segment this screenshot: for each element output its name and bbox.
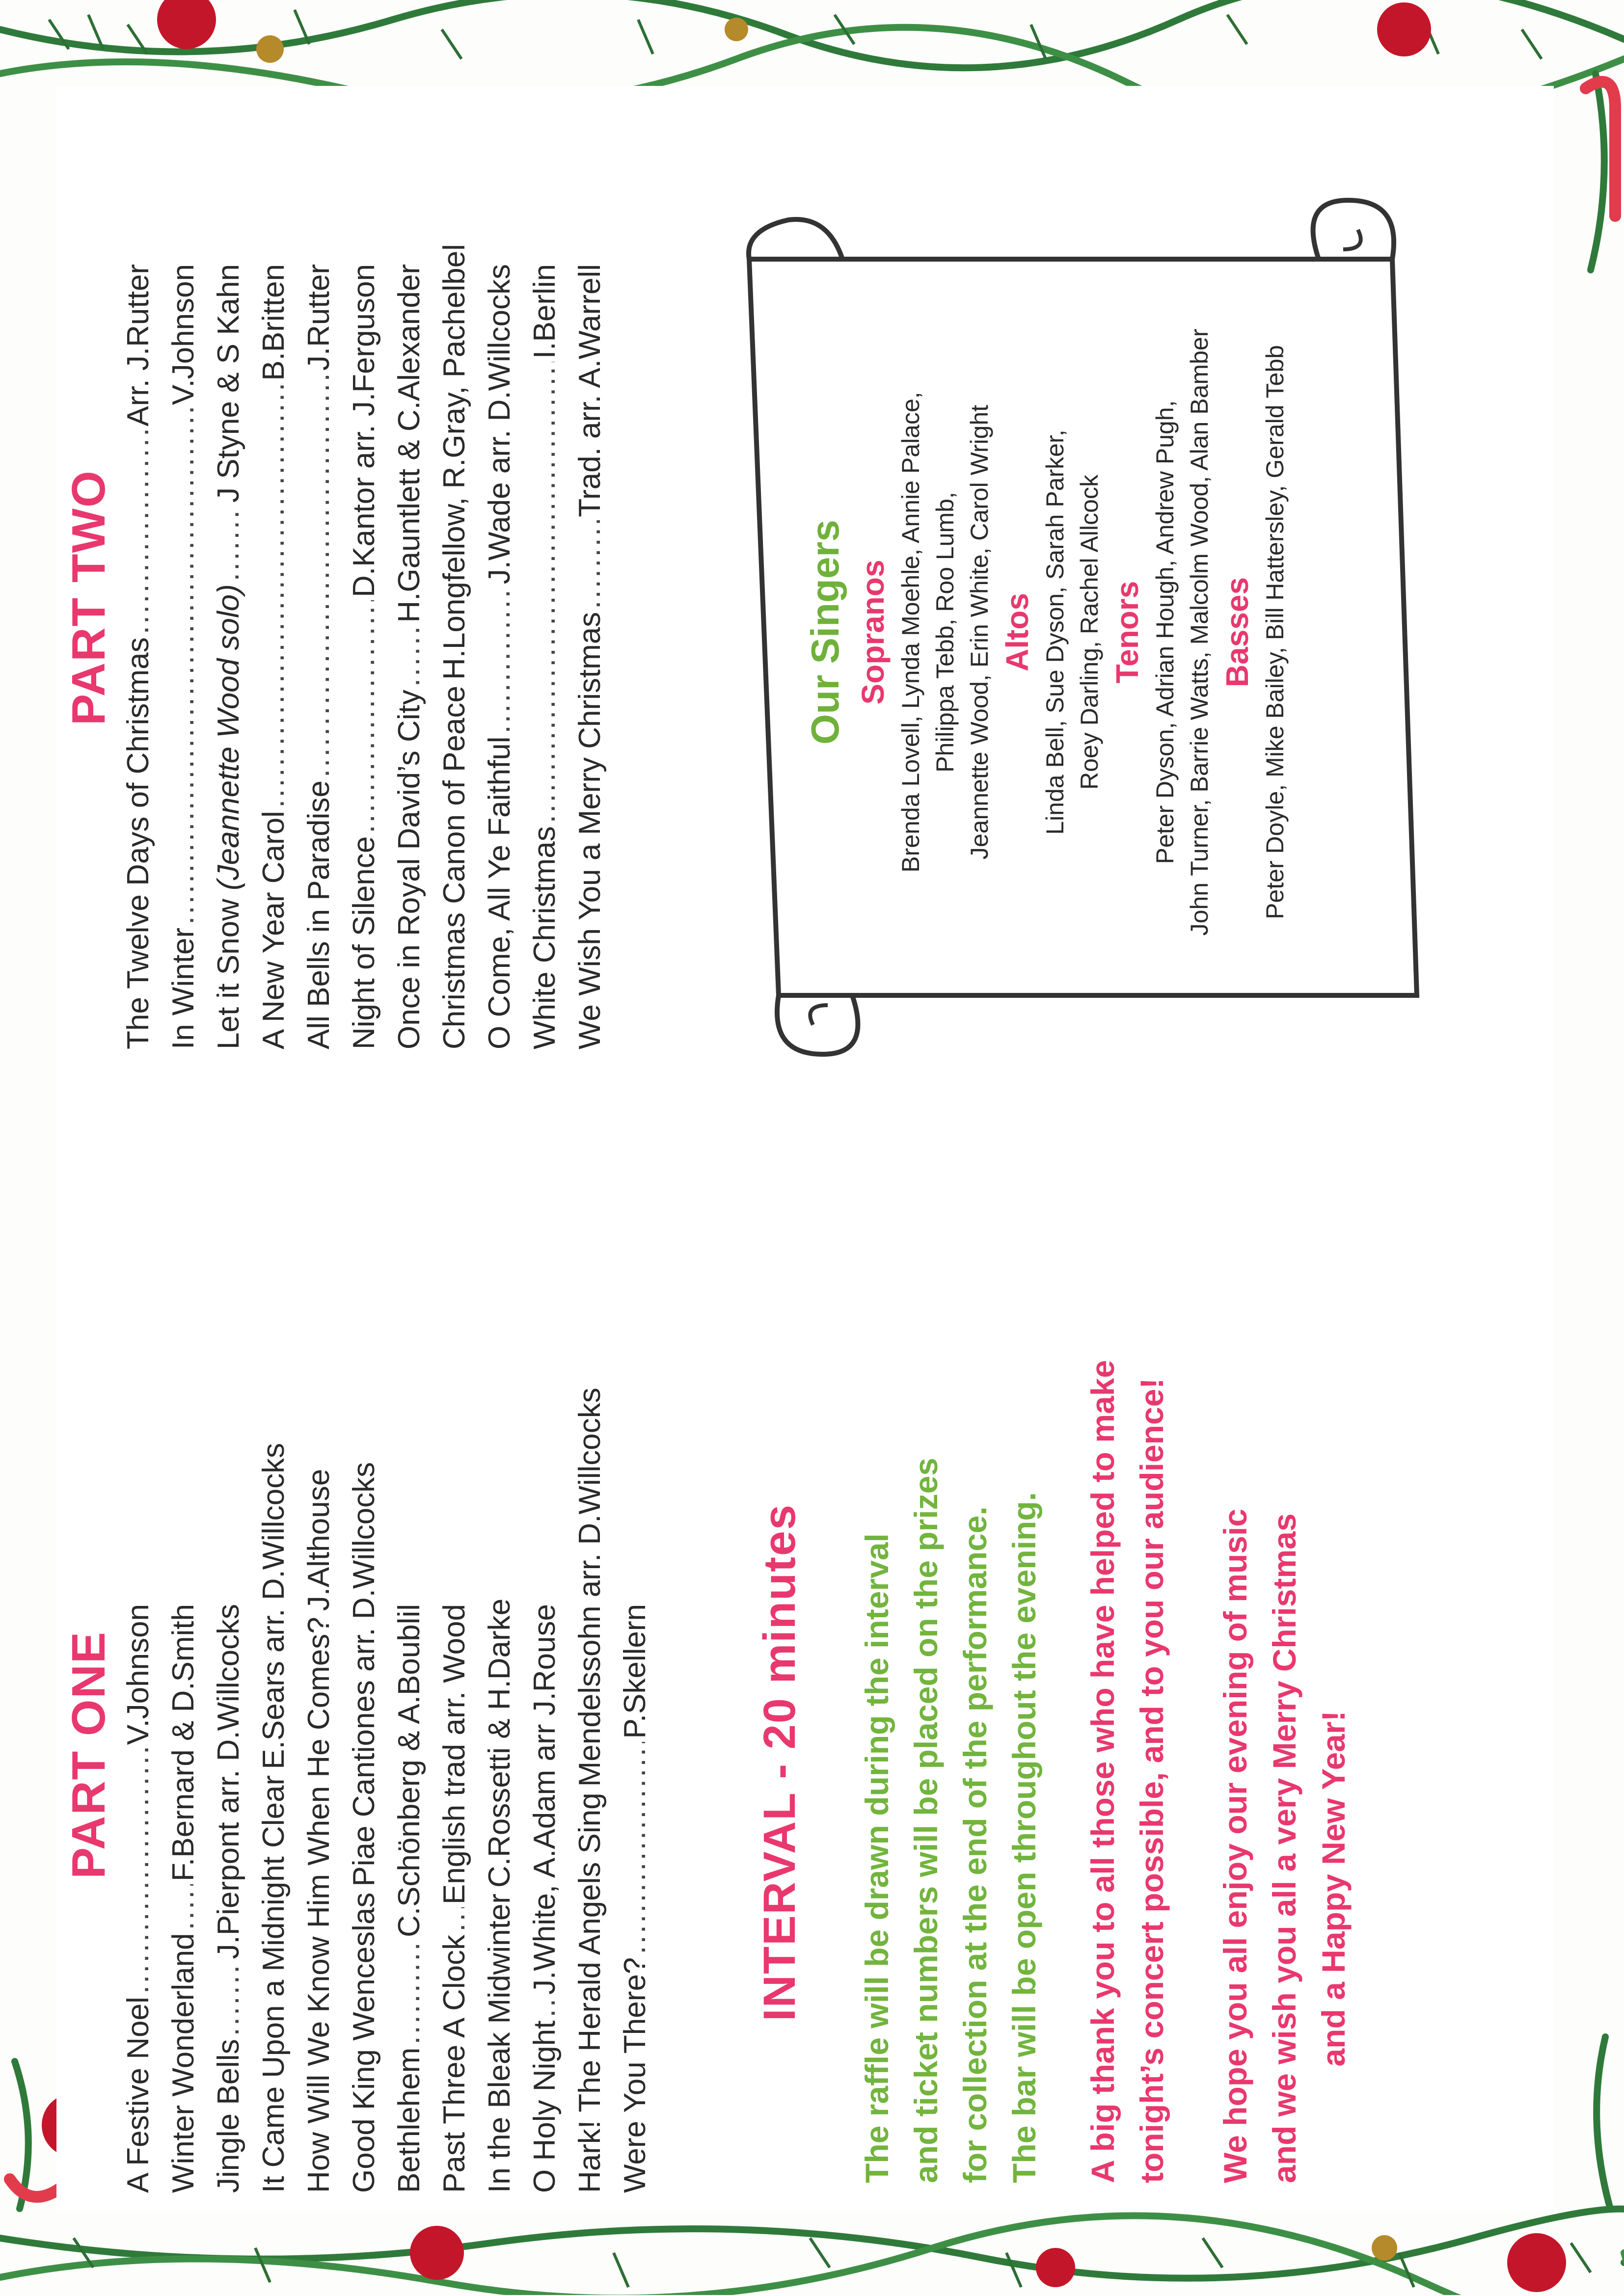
piece-title: Once in Royal David’s City	[392, 690, 426, 1049]
programme-item	[482, 264, 527, 1049]
piece-composer: P.Skellern	[618, 1604, 652, 1739]
leader-dots	[527, 1998, 562, 2018]
programme-item	[211, 264, 256, 1049]
piece-title: Night of Silence	[347, 836, 381, 1049]
piece-composer: J.White, A.Adam arr J.Rouse	[528, 1604, 562, 1995]
programme-item	[437, 244, 482, 1049]
part-two-programme	[121, 244, 618, 1049]
programme-item	[301, 264, 347, 1049]
text-line: and we wish you all a very Merry Christmas	[1266, 1513, 1302, 2183]
singer-names: Philippa Tebb, Roo Lumb,	[931, 492, 959, 773]
text-line: tonight’s concert possible, and to you our audience!	[1134, 1378, 1170, 2183]
leader-dots	[618, 1742, 652, 1954]
leader-dots	[211, 506, 246, 581]
leader-dots	[347, 600, 381, 833]
piece-composer: Piae Cantiones arr. D.Willcocks	[347, 1462, 381, 1887]
piece-composer: E.Sears arr. D.Willcocks	[257, 1442, 291, 1769]
programme-item	[256, 264, 301, 1049]
part-one-heading: PART ONE	[62, 1631, 115, 1879]
thank-you-message	[1078, 1360, 1176, 2183]
piece-title: All Bells in Paradise	[302, 780, 336, 1049]
programme-item	[482, 1598, 527, 2193]
piece-composer: F.Bernard & D.Smith	[166, 1604, 200, 1882]
piece-title: Christmas Canon of Peace	[437, 686, 471, 1049]
leader-dots	[392, 626, 427, 687]
programme-sheet	[56, 86, 1554, 2211]
piece-title: We Wish You a Merry Christmas	[573, 612, 607, 1049]
piece-composer: C.Rossetti & H.Darke	[483, 1598, 516, 1888]
singer-names: Roey Darling, Rachel Allcock	[1076, 475, 1103, 790]
leader-dots	[572, 520, 607, 609]
piece-title: In Winter	[166, 927, 200, 1049]
programme-item	[166, 1604, 211, 2193]
piece-title: It Came Upon a Midnight Clear	[257, 1775, 291, 2193]
piece-title: Good King Wenceslas	[347, 1892, 381, 2193]
part-two-heading: PART TWO	[62, 470, 115, 725]
piece-title: The Twelve Days of Christmas	[121, 637, 155, 1049]
leader-dots	[211, 1962, 246, 2036]
singer-names: John Turner, Barrie Watts, Malcolm Wood, Alan Bamber	[1186, 328, 1213, 936]
programme-item	[166, 264, 211, 1049]
voice-part-label: Sopranos	[855, 560, 891, 705]
piece-composer: B.Britten	[257, 264, 291, 381]
programme-item	[121, 1604, 166, 2193]
programme-item	[211, 1604, 256, 2193]
singer-names: Linda Bell, Sue Dyson, Sarah Parker,	[1041, 429, 1069, 835]
our-singers-title: Our Singers	[803, 520, 847, 745]
programme-item	[618, 1604, 663, 2193]
programme-item	[572, 1388, 618, 2193]
programme-item	[527, 264, 572, 1049]
piece-composer: H.Gauntlett & C.Alexander	[392, 264, 426, 623]
leader-dots	[166, 408, 201, 925]
leader-dots	[482, 587, 517, 733]
piece-title: Were You There?	[618, 1957, 652, 2193]
soloist-note: (Jeannette Wood solo)	[212, 584, 245, 891]
singer-names: Jeannette Wood, Erin White, Carol Wright	[966, 404, 993, 860]
piece-composer: J.Althouse	[302, 1468, 336, 1611]
programme-item	[437, 1604, 482, 2193]
piece-title: A Festive Noel	[121, 1997, 155, 2193]
programme-item	[392, 264, 437, 1049]
piece-composer: J.Wade arr. D.Willcocks	[483, 264, 516, 585]
leader-dots	[121, 429, 156, 635]
piece-title	[211, 584, 246, 1049]
piece-composer: J.Rutter	[302, 264, 336, 371]
leader-dots	[527, 362, 562, 823]
programme-item	[301, 1468, 347, 2193]
leader-dots	[437, 1907, 472, 1932]
text-line: and a Happy New Year!	[1315, 1710, 1352, 2067]
piece-title: Bethlehem	[392, 2047, 426, 2193]
programme-item	[347, 264, 392, 1049]
text-line: We hope you all enjoy our evening of music	[1217, 1508, 1253, 2183]
piece-title: White Christmas	[528, 826, 562, 1049]
piece-title: O Holy Night	[528, 2020, 562, 2193]
piece-composer: English trad arr. Wood	[437, 1604, 471, 1905]
piece-title-text: Let it Snow	[212, 890, 245, 1049]
interval-notice	[852, 1457, 1049, 2183]
leader-dots	[392, 1940, 427, 2045]
singers-list	[798, 289, 1292, 976]
piece-title: In the Bleak Midwinter	[483, 1894, 516, 2193]
programme-item	[572, 264, 618, 1049]
text-line: A big thank you to all those who have helped to make	[1084, 1360, 1121, 2183]
text-line: The bar will be open throughout the evening.	[1006, 1492, 1042, 2183]
singer-names: Peter Doyle, Mike Bailey, Bill Hattersley, Gerald Tebb	[1261, 345, 1289, 919]
part-one-programme	[121, 1388, 663, 2193]
closing-message	[1211, 1508, 1358, 2183]
piece-title: Jingle Bells	[212, 2039, 245, 2193]
piece-composer: Mendelssohn arr. D.Willcocks	[573, 1388, 607, 1787]
text-line: and ticket numbers will be placed on the prizes	[908, 1457, 944, 2183]
piece-composer: D.Kantor arr. J.Ferguson	[347, 264, 381, 597]
piece-composer: C.Schönberg & A.Boublil	[392, 1604, 426, 1937]
voice-part-label: Basses	[1219, 577, 1255, 688]
voice-part-label: Tenors	[1110, 581, 1145, 684]
programme-item	[256, 1442, 301, 2193]
piece-composer: J Styne & S Kahn	[212, 264, 245, 503]
programme-item	[347, 1462, 392, 2193]
piece-title: A New Year Carol	[257, 811, 291, 1049]
piece-composer: V.Johnson	[121, 1604, 155, 1745]
leader-dots	[121, 1748, 156, 1994]
leader-dots	[256, 384, 291, 808]
programme-item	[527, 1604, 572, 2193]
singer-names: Brenda Lovell, Lynda Moehle, Annie Palace,	[897, 392, 924, 873]
text-line: The raffle will be drawn during the interval	[859, 1533, 895, 2183]
piece-composer: Trad. arr. A.Warrell	[573, 264, 607, 517]
piece-composer: Arr. J.Rutter	[121, 264, 155, 427]
programme-item	[392, 1604, 437, 2193]
piece-title: Hark! The Herald Angels Sing	[573, 1792, 607, 2193]
programme-item	[121, 264, 166, 1049]
piece-composer: J.Pierpont arr. D.Willcocks	[212, 1604, 245, 1959]
piece-title: Winter Wonderland	[166, 1933, 200, 2193]
piece-composer: I.Berlin	[528, 264, 562, 359]
interval-heading: INTERVAL - 20 minutes	[755, 1503, 805, 2021]
leader-dots	[166, 1884, 201, 1930]
piece-composer: V.Johnson	[166, 264, 200, 405]
piece-title: How Will We Know Him When He Comes?	[302, 1617, 336, 2193]
text-line: for collection at the end of the performance.	[957, 1506, 993, 2183]
rotated-programme-content	[0, 1, 1617, 2296]
leader-dots	[301, 374, 336, 777]
piece-composer: H.Longfellow, R.Gray, Pachelbel	[437, 244, 471, 680]
voice-part-label: Altos	[1000, 593, 1035, 671]
singer-names: Peter Dyson, Adrian Hough, Andrew Pugh,	[1151, 400, 1179, 864]
piece-title: O Come, All Ye Faithful	[483, 736, 516, 1049]
piece-title: Past Three A Clock	[437, 1934, 471, 2193]
